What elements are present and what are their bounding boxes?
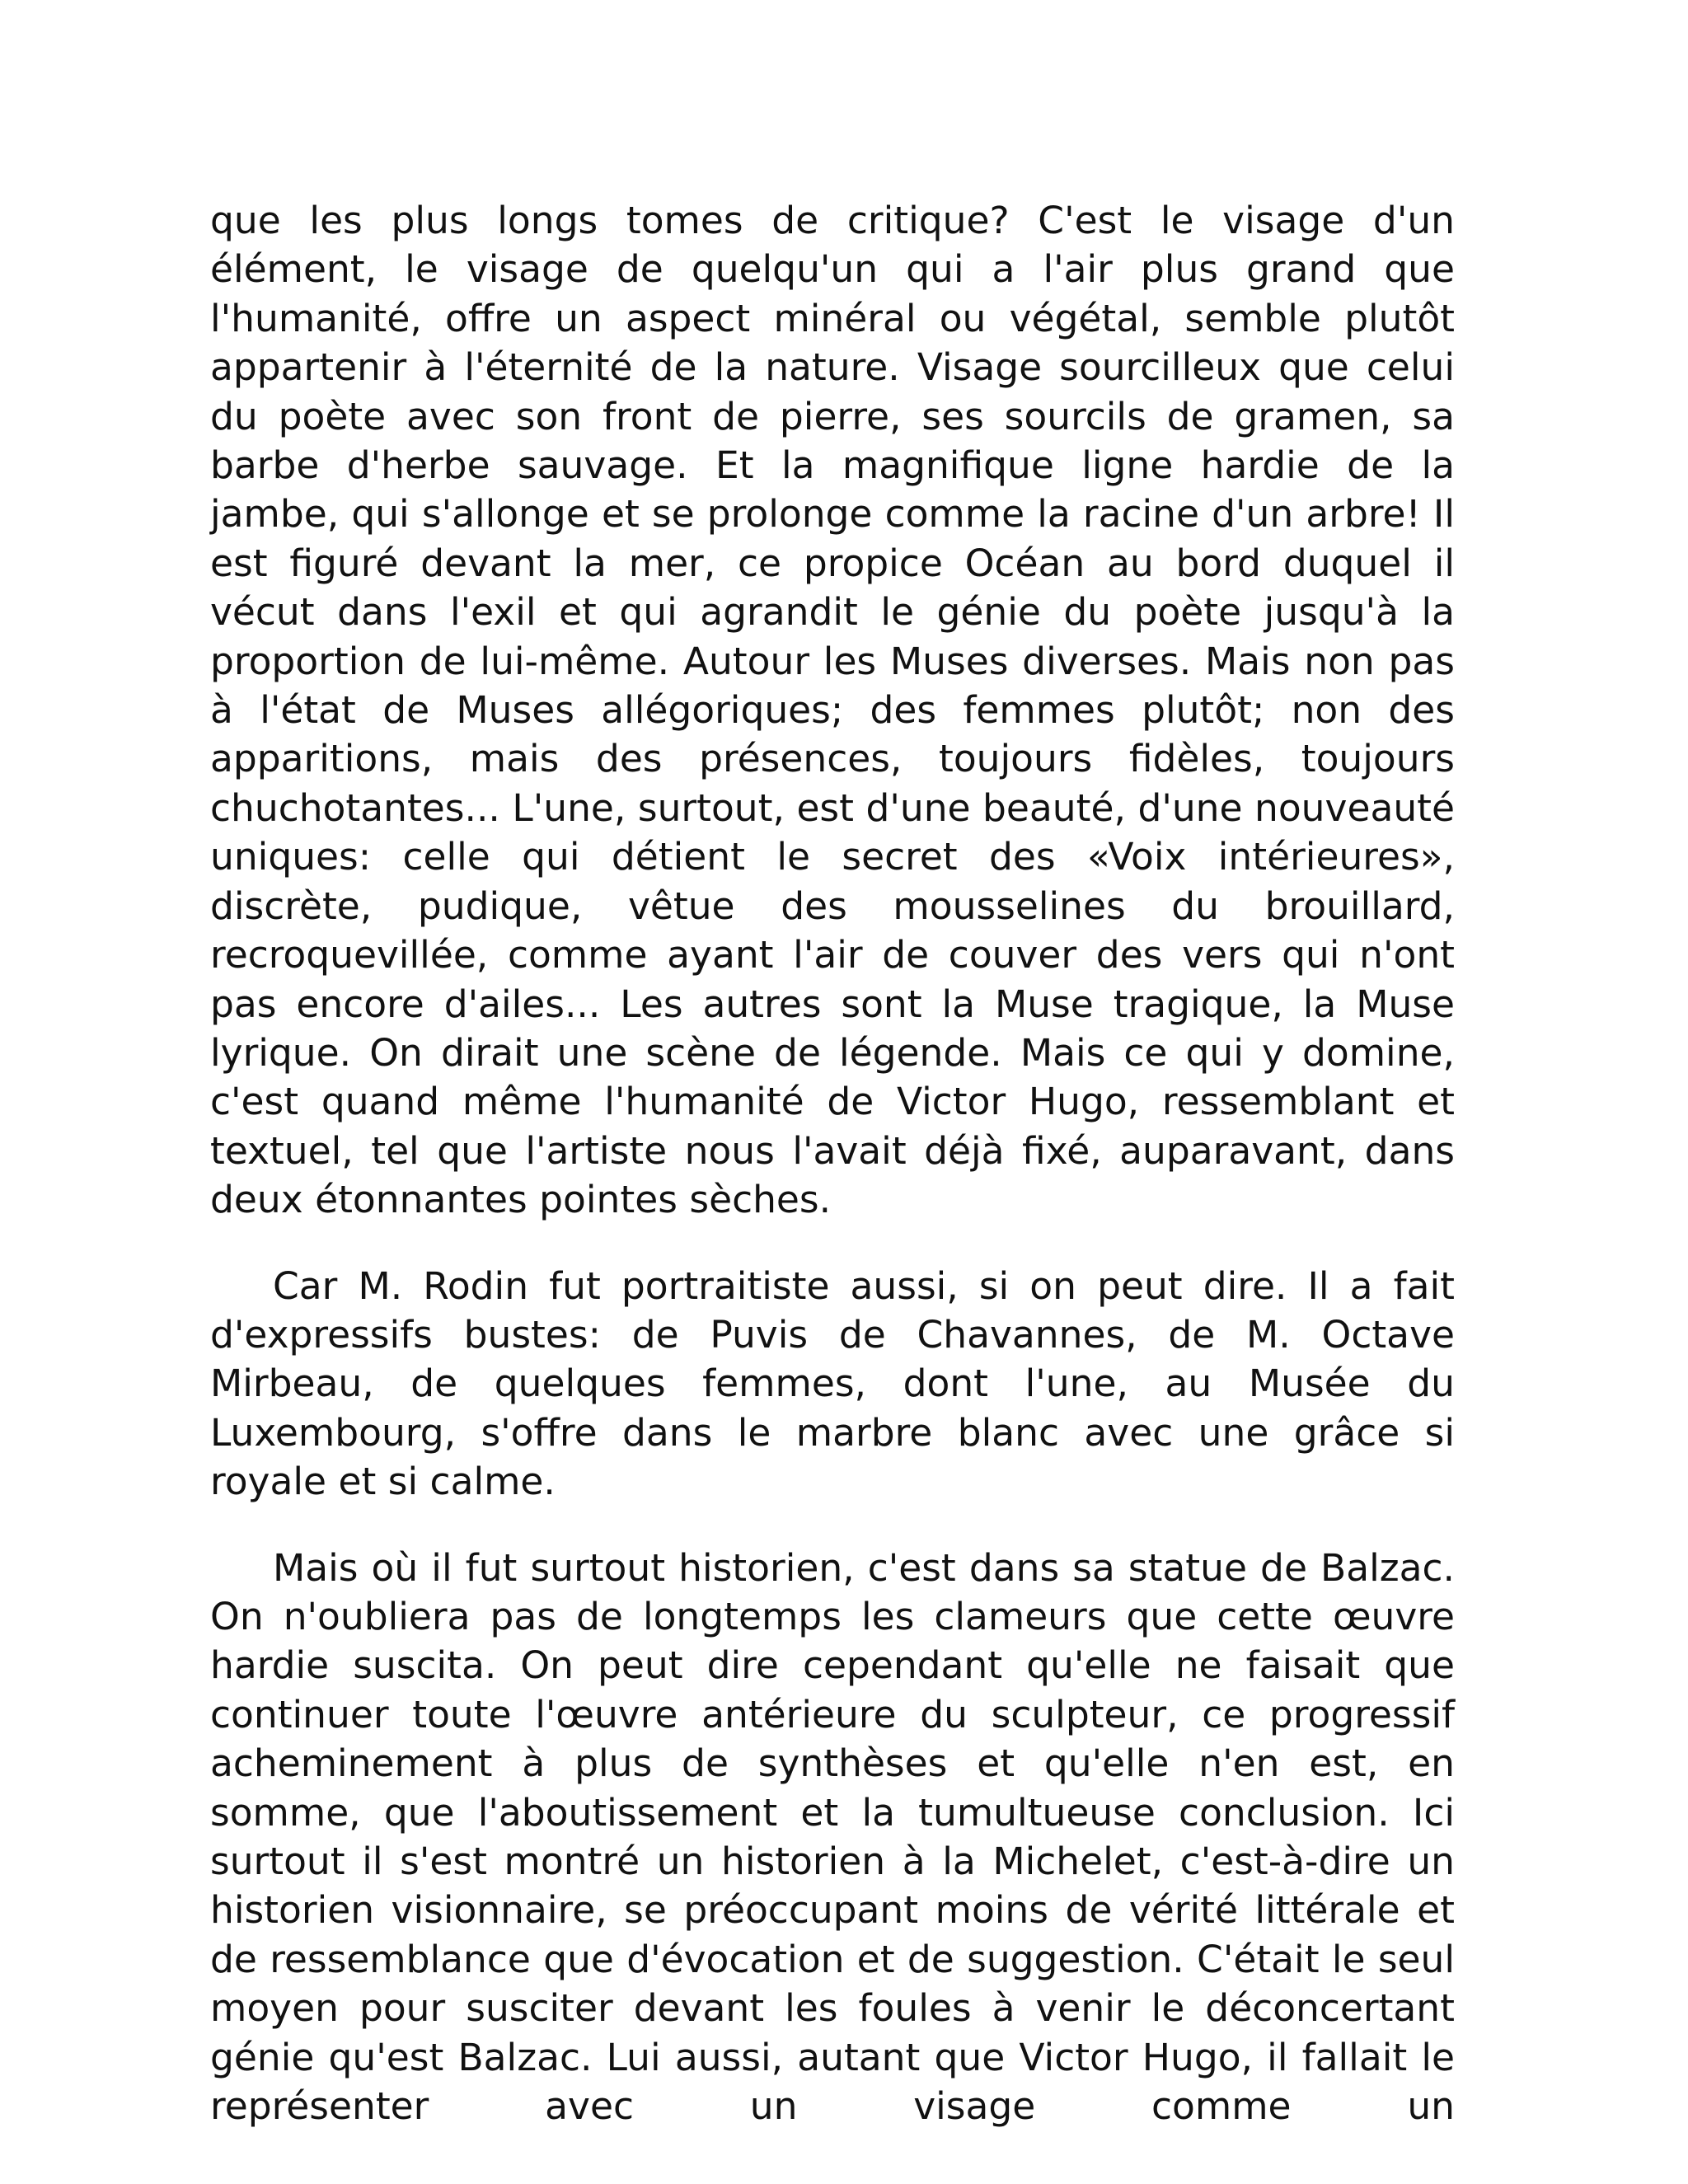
paragraph-hugo-monument: que les plus longs tomes de critique? C'est le visage d'un élément, le visage de quelqu'un qui a l'air plus grand que l'humanité, offre un aspect minéral ou végétal, semble plutôt appartenir à l'éternité de la nature. Visage sourcilleux que celui du poète avec son front de pierre, ses sourcils de gramen, sa barbe d'herbe sauvage. Et la magnifique ligne hardie de la jambe, qui s'allonge et se prolonge comme la racine d'un arbre! Il est figuré devant la mer, ce propice Océan au bord duquel il vécut dans l'exil et qui agrandit le génie du poète jusqu'à la proportion de lui-même. Autour les Muses diverses. Mais non pas à l'état de Muses allégoriques; des femmes plutôt; non des apparitions, mais des présences, toujours fidèles, toujours chuchotantes... L'une, surtout, est d'une beauté, d'une nouveauté uniques: celle qui détient le secret des «Voix intérieures», discrète, pudique, vêtue des mousselines du brouillard, recroquevillée, comme ayant l'air de couver des vers qui n'ont pas encore d'ailes... Les autres sont la Muse tragique, la Muse lyrique. On dirait une scène de légende. Mais ce qui y domine, c'est quand même l'humanité de Victor Hugo, ressemblant et textuel, tel que l'artiste nous l'avait déjà fixé, auparavant, dans deux étonnantes pointes sèches.	[210, 199, 1455, 1222]
document-page	[210, 196, 1455, 2130]
paragraph-balzac-statue: Mais où il fut surtout historien, c'est dans sa statue de Balzac. On n'oubliera pas de longtemps les clameurs que cette œuvre hardie suscita. On peut dire cependant qu'elle ne faisait que continuer toute l'œuvre antérieure du sculpteur, ce progressif acheminement à plus de synthèses et qu'elle n'en est, en somme, que l'aboutissement et la tumultueuse conclusion. Ici surtout il s'est montré un historien à la Michelet, c'est-à-dire un historien visionnaire, se préoccupant moins de vérité littérale et de ressemblance que d'évocation et de suggestion. C'était le seul moyen pour susciter devant les foules à venir le déconcertant génie qu'est Balzac. Lui aussi, autant que Victor Hugo, il fallait le représenter avec un visage comme un	[210, 1545, 1455, 2129]
paragraph-rodin-portraitist: Car M. Rodin fut portraitiste aussi, si on peut dire. Il a fait d'expressifs bustes: de Puvis de Chavannes, de M. Octave Mirbeau, de quelques femmes, dont l'une, au Musée du Luxembourg, s'offre dans le marbre blanc avec une grâce si royale et si calme.	[210, 1263, 1455, 1504]
